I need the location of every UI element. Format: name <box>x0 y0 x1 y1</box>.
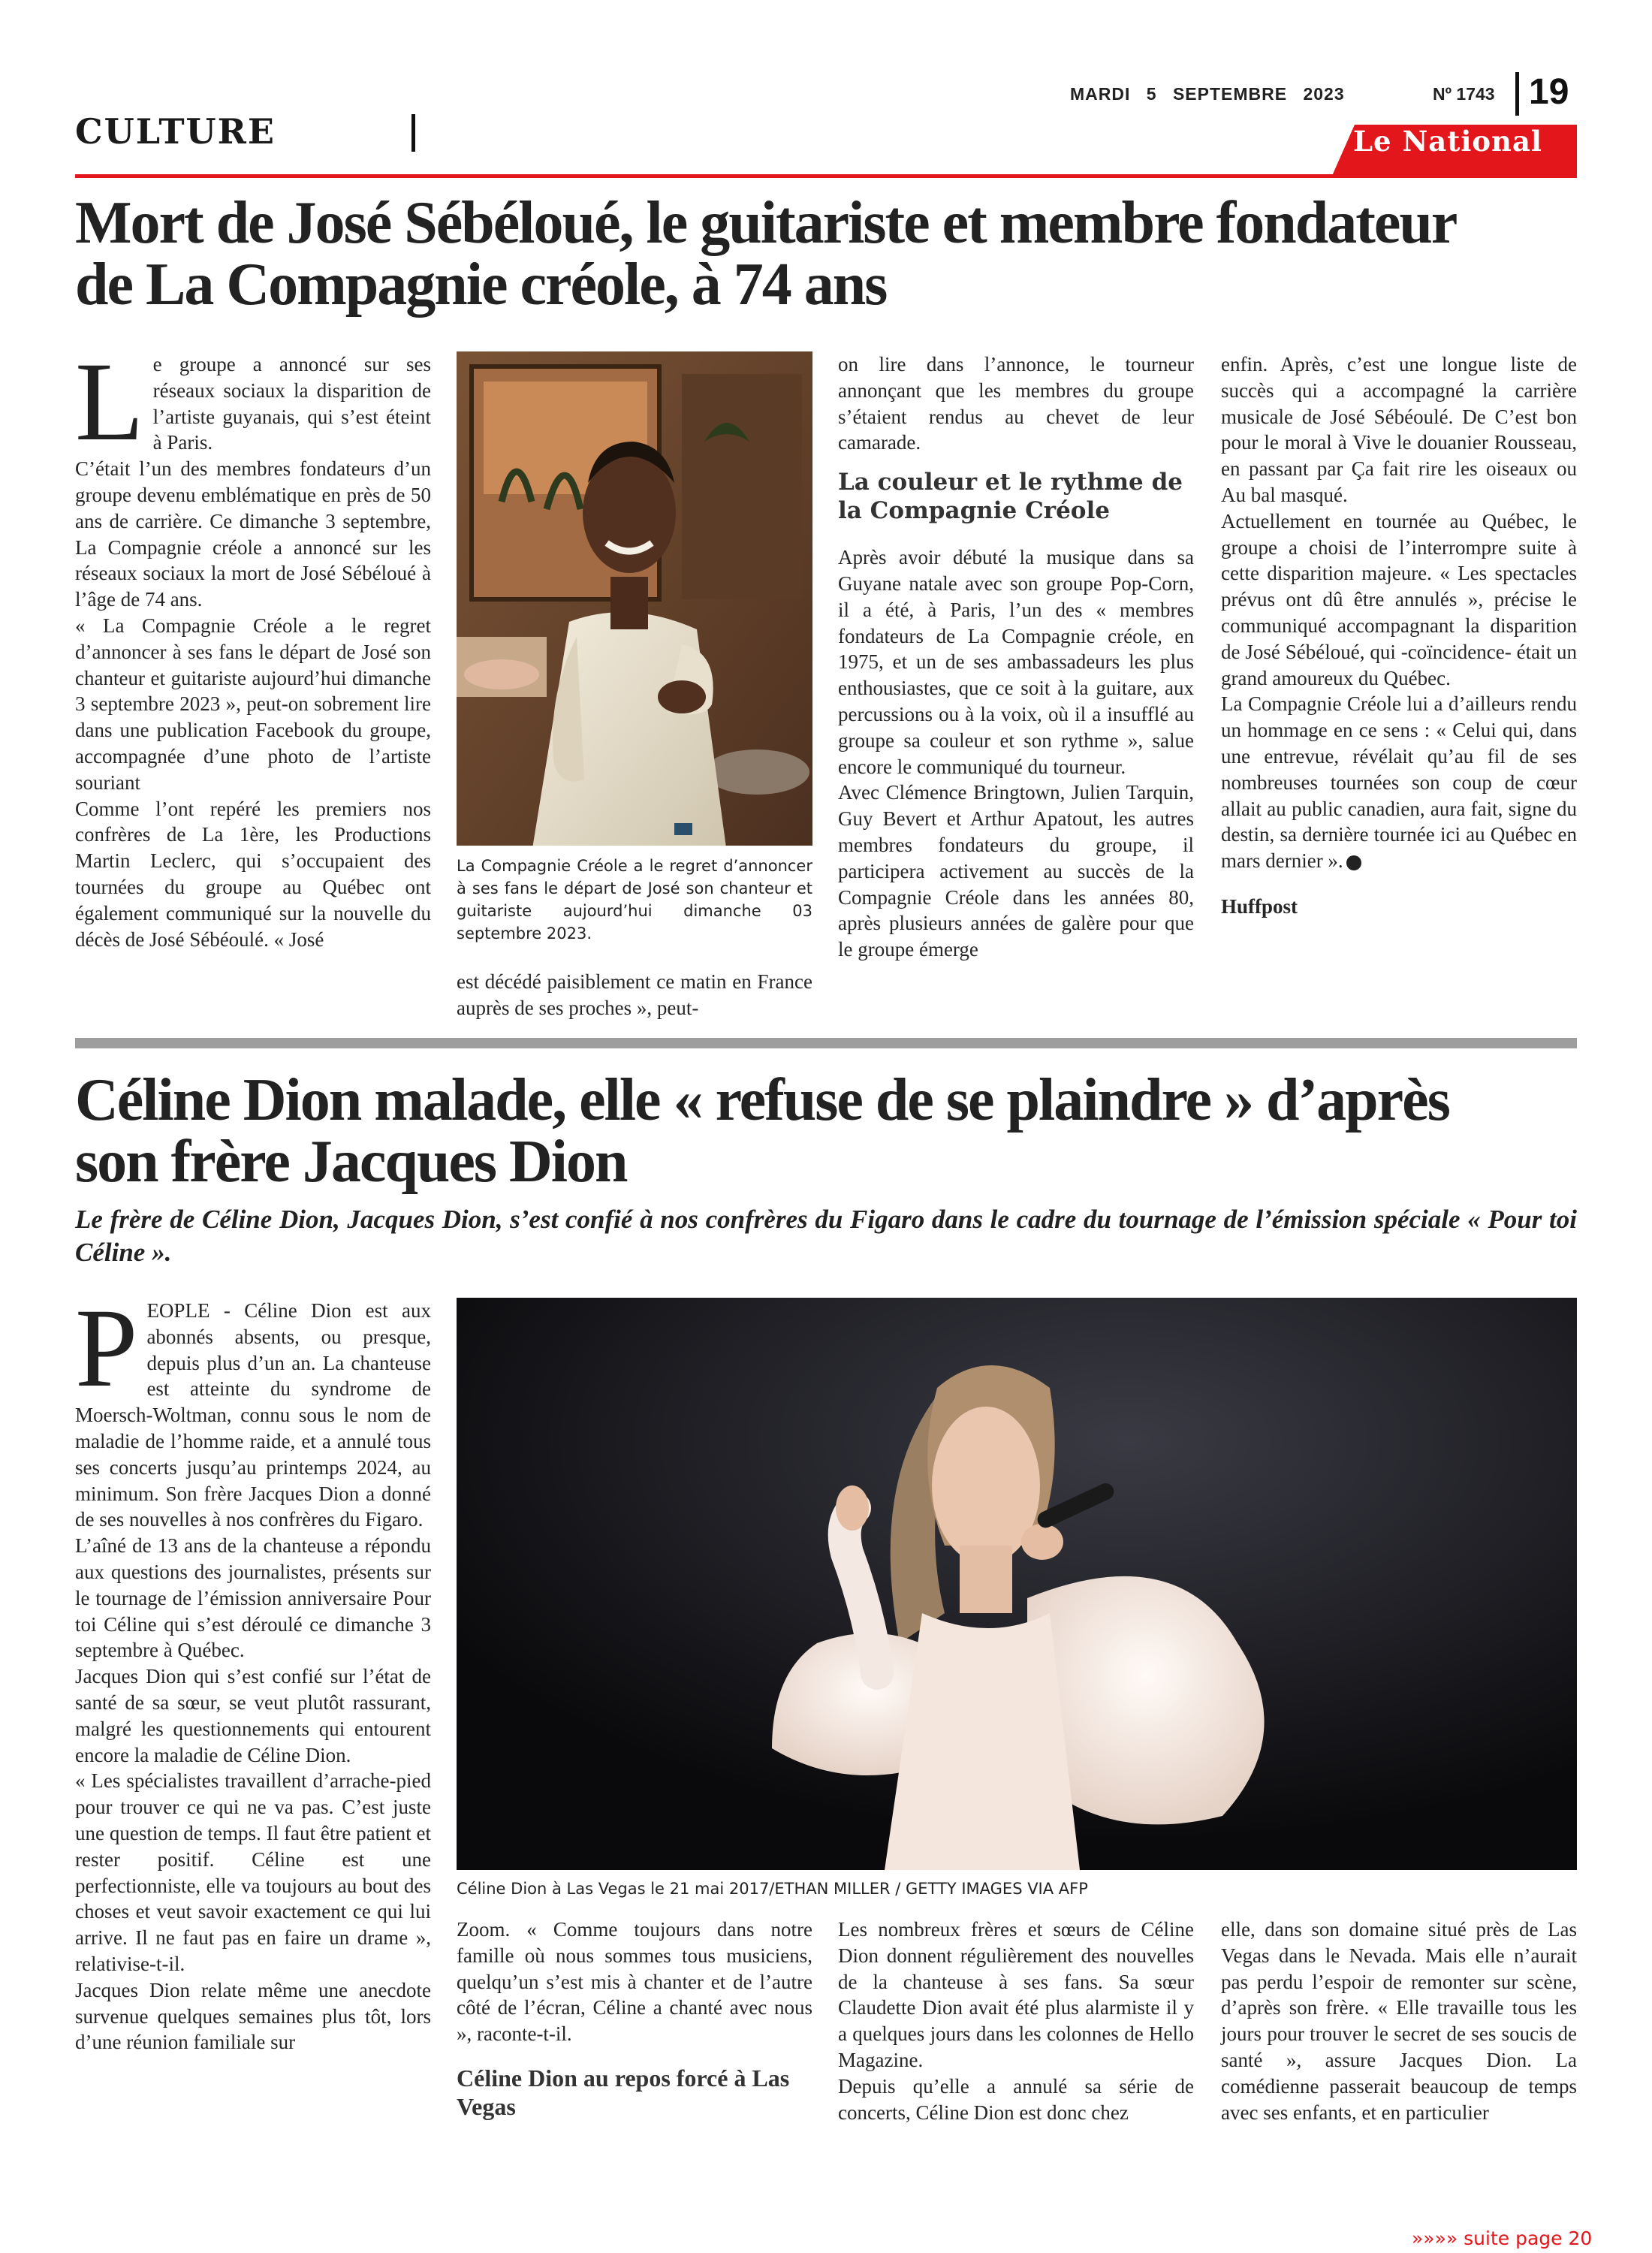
article1-headline <box>75 190 1577 318</box>
article2-paragraph: Jacques Dion qui s’est confié sur l’état de santé de sa sœur, se veut plutôt rassurant, malgré les questionnements qui entourent encore la maladie de Céline Dion. <box>75 1665 431 1766</box>
continued-link[interactable]: »»»» suite page 20 <box>1412 2227 1593 2249</box>
article2-headline-line1: Céline Dion malade, elle « refuse de se plaindre » d’après <box>75 1067 1449 1133</box>
article1-paragraph: C’était l’un des membres fondateurs d’un groupe devenu emblématique en près de 50 ans de carrière. Ce dimanche 3 septembre, La Compagnie créole a annoncé sur les réseaux sociaux la mort de José Sébéloué à l’âge de 74 ans. <box>75 457 431 611</box>
article2-paragraph: L’aîné de 13 ans de la chanteuse a répondu aux questions des journalistes, présents sur le tournage de l’émission anniversaire Pour toi Céline qui s’est déroulé ce dimanche 3 septembre à Québec. <box>75 1534 431 1662</box>
issue-date: MARDI 5 SEPTEMBRE 2023 <box>1070 84 1345 104</box>
celine-dion-photo <box>457 1298 1577 1870</box>
brand-logo: Le National <box>1353 125 1542 158</box>
section-label: CULTURE <box>75 111 276 152</box>
article1-paragraph: Actuellement en tournée au Québec, le groupe a choisi de l’interrompre suite à cette disparition majeure. « Les spectacles prévus ont dû être annulés », précise le communiqué accompagnant la disparition de José Sébéloué, qui -coïncidence- était un grand amoureux du Québec. <box>1221 509 1577 689</box>
article2-paragraph: elle, dans son domaine situé près de Las Vegas dans le Nevada. Mais elle n’aurait pas perdu l’espoir de remonter sur scène, d’après son frère. « Elle travaille tous les jours pour trouver le secret de ses soucis de santé », assure Jacques Dion. La comédienne passerait beaucoup de temps avec ses enfants, et en particulier <box>1221 1918 1577 2124</box>
article2-column-2 <box>457 1917 812 2140</box>
article1-column-3 <box>838 351 1194 963</box>
article1-paragraph: Avec Clémence Bringtown, Julien Tarquin, Guy Bevert et Arthur Apatout, les autres membres fondateurs du groupe, il participera activement au succès de la Compagnie Créole dans les années 80, après plusieurs années de galère pour que le groupe émerge <box>838 781 1194 961</box>
article1-paragraph: Comme l’ont repéré les premiers nos confrères de La 1ère, les Productions Martin Leclerc, qui s’occupaient des tournées du groupe au Québec ont également communiqué sur la nouvelle du décès de José Sébéoulé. « José <box>75 797 431 951</box>
article2-standfirst: Le frère de Céline Dion, Jacques Dion, s’est confié à nos confrères du Figaro dans le cadre du tournage de l’émission spéciale « Pour toi Céline ». <box>75 1205 1577 1267</box>
article2-paragraph: Zoom. « Comme toujours dans notre famille où nous sommes tous musiciens, quelqu’un s’est mis à chanter et de l’autre côté de l’écran, Céline a chanté avec nous », raconte-t-il. <box>457 1918 812 2046</box>
photo1-caption-block <box>457 855 812 945</box>
article2-subhead: Céline Dion au repos forcé à Las Vegas <box>457 2064 790 2120</box>
page-number: 19 <box>1529 72 1569 112</box>
photo2-caption-block <box>457 1878 1577 1900</box>
article2-column-3 <box>838 1917 1194 2125</box>
article1-dropcap: L <box>75 339 144 464</box>
article2-paragraph: Depuis qu’elle a annulé sa série de concerts, Céline Dion est donc chez <box>838 2074 1194 2124</box>
article2-paragraph: EOPLE - Céline Dion est aux abonnés absents, ou presque, depuis plus d’un an. La chanteuse est atteinte du syndrome de Moersch-Woltman, connu sous le nom de maladie de l’homme raide, et a annulé tous ses concerts jusqu’au printemps 2024, au minimum. Son frère Jacques Dion a donné de ses nouvelles à nos confrères du Figaro. <box>75 1299 431 1531</box>
issue-number: Nº 1743 <box>1433 84 1495 104</box>
article1-paragraph: « La Compagnie Créole a le regret d’annoncer à ses fans le départ de José son chanteur et guitariste aujourd’hui dimanche 3 septembre 2023 », peut-on sobrement lire dans une publication Facebook du groupe, accompagnée d’une photo de l’artiste souriant <box>75 614 431 794</box>
article1-headline-line2: de La Compagnie créole, à 74 ans <box>75 252 887 318</box>
article2-dropcap: P <box>75 1286 138 1410</box>
photo1-caption: La Compagnie Créole a le regret d’annoncer à ses fans le départ de José son chanteur et guitariste aujourd’hui dimanche 03 septembre 2023. <box>457 857 812 943</box>
end-of-article-icon <box>1346 855 1361 870</box>
article-separator <box>75 1038 1577 1048</box>
article1-column-2 <box>457 969 812 1021</box>
article1-paragraph: enfin. Après, c’est une longue liste de succès qui a accompagné la carrière musicale de José Sébéoulé. De C’est bon pour le moral à Vive le douanier Rousseau, en passant par Ça fait rire les oiseaux ou Au bal masqué. <box>1221 353 1577 506</box>
jose-sebeloue-illustration <box>457 351 812 846</box>
article2-paragraph: Jacques Dion relate même une anecdote survenue quelques semaines plus tôt, lors d’une réunion familiale sur <box>75 1978 431 2054</box>
article1-paragraph: on lire dans l’annonce, le tourneur annonçant que les membres du groupe s’étaient rendus au chevet de leur camarade. <box>838 353 1194 454</box>
article1-column-4 <box>1221 351 1577 918</box>
jose-sebeloue-photo <box>457 351 812 846</box>
article2-column-4 <box>1221 1917 1577 2125</box>
article2-headline <box>75 1069 1577 1193</box>
article1-paragraph: e groupe a annoncé sur ses réseaux sociaux la disparition de l’artiste guyanais, qui s’est éteint à Paris. <box>152 353 431 454</box>
article1-headline-line1: Mort de José Sébéloué, le guitariste et membre fondateur <box>75 190 1457 256</box>
header-rule <box>75 174 1577 178</box>
article2-headline-line2: son frère Jacques Dion <box>75 1129 627 1195</box>
photo2-caption: Céline Dion à Las Vegas le 21 mai 2017/ETHAN MILLER / GETTY IMAGES VIA AFP <box>457 1880 1088 1898</box>
section-divider <box>411 114 415 152</box>
page-divider <box>1515 72 1519 116</box>
article1-subhead: La couleur et le rythme de la Compagnie Créole <box>838 469 1183 525</box>
article2-paragraph: Les nombreux frères et sœurs de Céline Dion donnent régulièrement des nouvelles de la chanteuse à ses fans. Sa sœur Claudette Dion avait été plus alarmiste il y a quelques jours dans les colonnes de Hello Magazine. <box>838 1918 1194 2071</box>
article1-paragraph: Après avoir débuté la musique dans sa Guyane natale avec son groupe Pop-Corn, il a été, à Paris, l’un des « membres fondateurs de La Compagnie créole, en 1975, et un de ses ambassadeurs les plus enthousiastes, que ce soit à la guitare, aux percussions ou à la voix, où il a insufflé au groupe sa couleur et son rythme », salue encore le communiqué du tourneur. <box>838 546 1194 778</box>
article1-credit: Huffpost <box>1221 894 1298 918</box>
article1-paragraph: est décédé paisiblement ce matin en France auprès de ses proches », peut- <box>457 970 812 1019</box>
article1-column-1 <box>75 339 431 952</box>
celine-dion-illustration <box>457 1298 1577 1870</box>
article2-column-1 <box>75 1286 431 2055</box>
article1-paragraph: La Compagnie Créole lui a d’ailleurs rendu un hommage en ce sens : « Celui qui, dans une entrevue, révélait qu’au fil de ses nombreuses tournées son coup de cœur allait au public canadien, aura fait, signe du destin, sa dernière tournée ici au Québec en mars dernier ». <box>1221 692 1577 873</box>
article2-paragraph: « Les spécialistes travaillent d’arrache-pied pour trouver ce qui ne va pas. C’est juste une question de temps. Il faut être patient et rester positif. Céline est une perfectionniste, elle va toujours au bout des choses et veut savoir exactement ce qui lui arrive. Il ne faut pas en faire un drame », relativise-t-il. <box>75 1769 431 1975</box>
